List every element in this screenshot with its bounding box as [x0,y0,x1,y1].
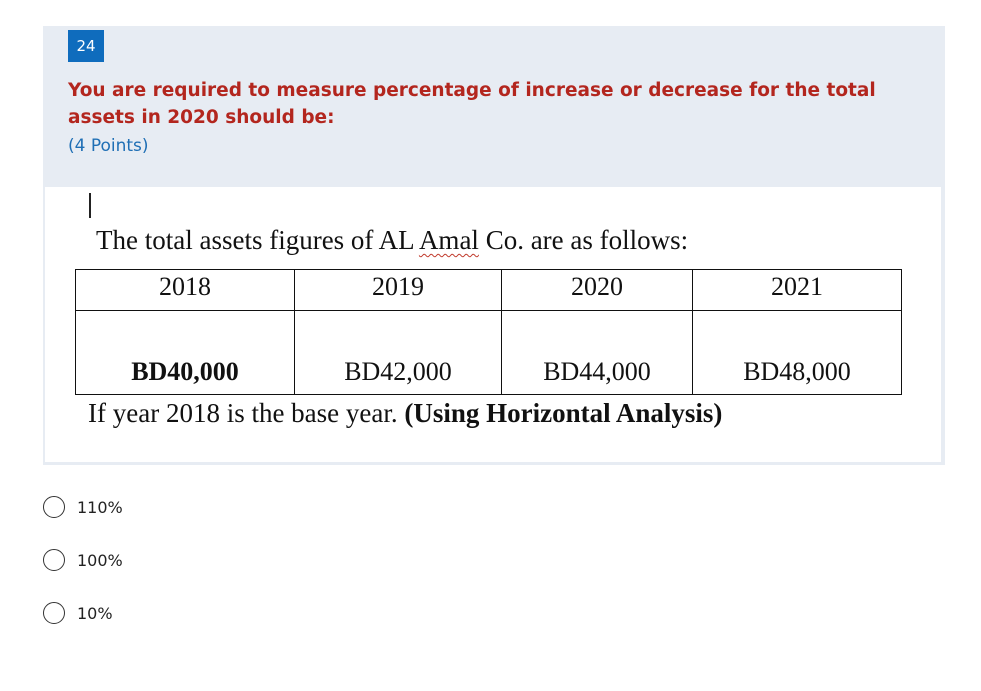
question-image [45,187,941,462]
option-label: 10% [77,603,113,623]
table-cell: BD44,000 [502,311,693,395]
radio-button[interactable] [43,496,65,518]
table-header-row [76,270,902,311]
assets-table [75,269,902,395]
intro-prefix: The total assets figures of AL [96,225,419,255]
image-intro-text [96,225,688,256]
footer-plain: If year 2018 is the base year. [88,398,405,428]
radio-button[interactable] [43,602,65,624]
table-header-cell: 2020 [502,270,693,311]
option-100[interactable] [43,547,123,573]
intro-suffix: Co. are as follows: [478,225,689,255]
table-cell: BD42,000 [295,311,502,395]
option-110[interactable] [43,494,123,520]
table-cell: BD40,000 [76,311,295,395]
question-card [43,26,945,465]
option-label: 100% [77,550,123,570]
option-label: 110% [77,497,123,517]
table-header-cell: 2021 [693,270,902,311]
question-points: (4 Points) [68,136,149,156]
table-row [76,311,902,395]
table-cell: BD48,000 [693,311,902,395]
table-header-cell: 2018 [76,270,295,311]
answer-options [43,494,123,653]
option-10[interactable] [43,600,123,626]
question-text: You are required to measure percentage of increase or decrease for the total assets in 2020 should be: [68,80,876,128]
table-header-cell: 2019 [295,270,502,311]
text-cursor-mark [89,193,91,218]
intro-squiggle-word: Amal [418,225,479,255]
question-number-badge: 24 [68,30,104,62]
radio-button[interactable] [43,549,65,571]
image-footer-text [88,398,722,429]
footer-bold: (Using Horizontal Analysis) [404,398,723,428]
